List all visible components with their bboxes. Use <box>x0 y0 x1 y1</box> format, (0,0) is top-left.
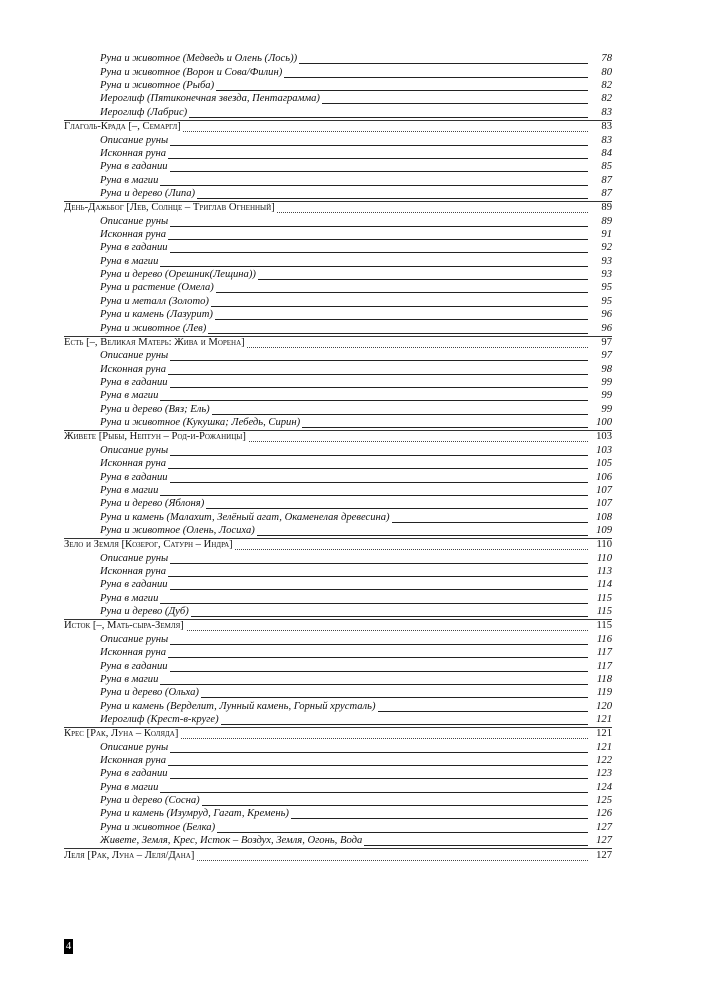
toc-entry-title: День-Дажьбог [Лев, Солнце – Триглав Огненный] <box>64 202 275 214</box>
toc-entry-title: Есть [–, Великая Матерь: Жива и Морена] <box>64 336 245 348</box>
toc-entry-page: 124 <box>596 781 612 793</box>
toc-entry-title: Описание руны <box>100 134 169 146</box>
toc-leader-line <box>100 765 588 766</box>
toc-entry-title: Иероглиф (Крест-в-круге) <box>100 713 219 725</box>
toc-entry-page: 109 <box>596 524 612 536</box>
toc-subentry[interactable] <box>64 835 612 848</box>
toc-entry-title: Исконная руна <box>100 566 166 578</box>
toc-leader-line <box>100 778 588 779</box>
toc-entry-page: 96 <box>601 309 612 321</box>
toc-entry-title: Руна и камень (Лазурит) <box>100 309 213 321</box>
toc-section-entry[interactable] <box>64 538 612 552</box>
toc-leader-line <box>100 792 588 793</box>
toc-entry-title: Руна в гадании <box>100 242 168 254</box>
toc-entry-page: 97 <box>601 350 612 362</box>
toc-entry-page: 105 <box>596 458 612 470</box>
toc-entry-page: 83 <box>601 106 612 118</box>
toc-leader-line <box>100 455 588 456</box>
toc-entry-page: 106 <box>596 471 612 483</box>
toc-entry-page: 125 <box>596 795 612 807</box>
toc-entry-title: Иероглиф (Лабрис) <box>100 106 188 118</box>
toc-subentry[interactable] <box>64 471 612 484</box>
toc-leader-line <box>100 589 588 590</box>
toc-entry-page: 98 <box>601 363 612 375</box>
toc-entry-page: 87 <box>601 174 612 186</box>
toc-entry-page: 93 <box>601 269 612 281</box>
toc-entry-title: Руна и животное (Лев) <box>100 322 207 334</box>
toc-entry-title: Руна в магии <box>100 174 159 186</box>
toc-subentry[interactable] <box>64 390 612 403</box>
toc-entry-title: Руна в магии <box>100 592 159 604</box>
toc-subentry[interactable] <box>64 229 612 242</box>
toc-subentry[interactable] <box>64 511 612 524</box>
toc-entry-title: Руна и животное (Белка) <box>100 821 216 833</box>
toc-entry-title: Руна в магии <box>100 781 159 793</box>
toc-leader-line <box>100 468 588 469</box>
toc-entry-title: Руна и растение (Омела) <box>100 282 214 294</box>
toc-subentry[interactable] <box>64 106 612 119</box>
toc-leader-line <box>100 171 588 172</box>
toc-subentry[interactable] <box>64 66 612 79</box>
toc-subentry[interactable] <box>64 269 612 282</box>
toc-entry-page: 120 <box>596 700 612 712</box>
toc-leader-line <box>100 482 588 483</box>
toc-subentry[interactable] <box>64 417 612 430</box>
toc-entry-title: Руна в гадании <box>100 579 168 591</box>
toc-entry-title: Руна и камень (Малахит, Зелёный агат, Окаменелая древесина) <box>100 511 390 523</box>
toc-entry-page: 100 <box>596 417 612 429</box>
toc-entry-page: 99 <box>601 403 612 415</box>
toc-entry-title: Руна и камень (Изумруд, Гагат, Кремень) <box>100 808 289 820</box>
toc-entry-page: 82 <box>601 93 612 105</box>
toc-entry-page: 91 <box>601 229 612 241</box>
toc-entry-page: 121 <box>596 728 612 740</box>
toc-entry-title: Описание руны <box>100 741 169 753</box>
toc-subentry[interactable] <box>64 808 612 821</box>
toc-subentry[interactable] <box>64 377 612 390</box>
toc-entry-title: Описание руны <box>100 215 169 227</box>
toc-subentry[interactable] <box>64 660 612 673</box>
toc-section-entry[interactable] <box>64 120 612 134</box>
toc-entry-title: Руна и дерево (Сосна) <box>100 795 200 807</box>
toc-subentry[interactable] <box>64 781 612 794</box>
toc-entry-page: 78 <box>601 53 612 65</box>
toc-leader-line <box>100 387 588 388</box>
toc-entry-title: Руна в гадании <box>100 376 168 388</box>
toc-entry-page: 92 <box>601 242 612 254</box>
toc-entry-title: Исконная руна <box>100 229 166 241</box>
toc-leader-line <box>100 374 588 375</box>
table-of-contents <box>64 53 612 863</box>
toc-entry-page: 108 <box>596 511 612 523</box>
toc-entry-title: Руна и животное (Олень, Лосиха) <box>100 524 255 536</box>
toc-entry-title: Описание руны <box>100 444 169 456</box>
toc-entry-page: 117 <box>596 660 612 672</box>
toc-entry-page: 84 <box>601 147 612 159</box>
toc-subentry[interactable] <box>64 579 612 592</box>
toc-entry-page: 115 <box>596 606 612 618</box>
toc-entry-page: 114 <box>596 579 612 591</box>
toc-entry-page: 115 <box>596 620 612 632</box>
toc-subentry[interactable] <box>64 188 612 201</box>
toc-entry-page: 123 <box>596 768 612 780</box>
toc-entry-title: Руна и животное (Медведь и Олень (Лось)) <box>100 53 298 65</box>
toc-subentry[interactable] <box>64 606 612 619</box>
toc-leader-line <box>100 158 588 159</box>
toc-subentry[interactable] <box>64 821 612 834</box>
toc-entry-page: 127 <box>596 835 612 847</box>
toc-entry-title: Живете [Рыбы, Нептун – Род-и-Рожаницы] <box>64 431 246 443</box>
toc-subentry[interactable] <box>64 403 612 416</box>
toc-subentry[interactable] <box>64 674 612 687</box>
toc-entry-title: Леля [Рак, Луна – Леля/Дана] <box>64 849 195 861</box>
toc-entry-page: 83 <box>601 134 612 146</box>
toc-entry-page: 93 <box>601 255 612 267</box>
toc-subentry[interactable] <box>64 714 612 727</box>
toc-entry-title: Руна и животное (Ворон и Сова/Филин) <box>100 66 283 78</box>
toc-entry-title: Исконная руна <box>100 363 166 375</box>
toc-subentry[interactable] <box>64 444 612 457</box>
toc-entry-page: 83 <box>601 121 612 133</box>
toc-entry-title: Руна и дерево (Ольха) <box>100 687 199 699</box>
toc-subentry[interactable] <box>64 566 612 579</box>
toc-entry-page: 110 <box>596 552 612 564</box>
toc-entry-title: Зело и Земля [Козерог, Сатурн – Индра] <box>64 539 233 551</box>
toc-section-entry[interactable] <box>64 848 612 862</box>
toc-leader-line <box>100 226 588 227</box>
toc-entry-page: 107 <box>596 484 612 496</box>
toc-subentry[interactable] <box>64 295 612 308</box>
toc-entry-page: 95 <box>601 282 612 294</box>
toc-section-entry[interactable] <box>64 727 612 741</box>
toc-leader-line <box>100 266 588 267</box>
toc-entry-title: Руна в гадании <box>100 471 168 483</box>
toc-section-entry[interactable] <box>64 430 612 444</box>
toc-section-entry[interactable] <box>64 336 612 350</box>
toc-leader-line <box>100 644 588 645</box>
toc-entry-page: 99 <box>601 376 612 388</box>
toc-entry-title: Руна и камень (Верделит, Лунный камень, Горный хрусталь) <box>100 700 376 712</box>
toc-entry-page: 117 <box>596 647 612 659</box>
toc-entry-title: Руна в гадании <box>100 768 168 780</box>
toc-subentry[interactable] <box>64 485 612 498</box>
toc-entry-title: Руна в гадании <box>100 161 168 173</box>
toc-entry-title: Руна и животное (Рыба) <box>100 80 215 92</box>
toc-entry-page: 89 <box>601 215 612 227</box>
toc-leader-line <box>100 239 588 240</box>
page-number: 4 <box>65 940 72 952</box>
toc-entry-page: 110 <box>596 539 612 551</box>
toc-entry-page: 119 <box>596 687 612 699</box>
toc-entry-title: Исконная руна <box>100 755 166 767</box>
toc-leader-line <box>100 563 588 564</box>
toc-entry-title: Руна и дерево (Липа) <box>100 187 196 199</box>
toc-entry-title: Исконная руна <box>100 647 166 659</box>
toc-entry-title: Руна и животное (Кукушка; Лебедь, Сирин) <box>100 417 301 429</box>
toc-subentry[interactable] <box>64 80 612 93</box>
toc-entry-title: Описание руны <box>100 350 169 362</box>
toc-entry-title: Глаголь-Крада [–, Семаргл] <box>64 121 181 133</box>
toc-entry-page: 121 <box>596 741 612 753</box>
toc-entry-title: Руна и металл (Золото) <box>100 295 209 307</box>
toc-subentry[interactable] <box>64 161 612 174</box>
toc-entry-title: Руна и дерево (Дуб) <box>100 606 189 618</box>
toc-subentry[interactable] <box>64 215 612 228</box>
toc-entry-page: 127 <box>596 821 612 833</box>
toc-entry-title: Описание руны <box>100 633 169 645</box>
toc-entry-title: Руна в магии <box>100 673 159 685</box>
toc-leader-line <box>100 603 588 604</box>
toc-subentry[interactable] <box>64 498 612 511</box>
toc-entry-page: 89 <box>601 202 612 214</box>
toc-subentry[interactable] <box>64 148 612 161</box>
toc-entry-page: 126 <box>596 808 612 820</box>
toc-subentry[interactable] <box>64 741 612 754</box>
toc-entry-page: 115 <box>596 592 612 604</box>
toc-entry-page: 95 <box>601 295 612 307</box>
toc-entry-page: 127 <box>596 849 612 861</box>
toc-subentry[interactable] <box>64 768 612 781</box>
toc-entry-title: Крес [Рак, Луна – Коляда] <box>64 728 179 740</box>
toc-subentry[interactable] <box>64 755 612 768</box>
toc-entry-title: Исконная руна <box>100 147 166 159</box>
toc-entry-page: 103 <box>596 431 612 443</box>
toc-subentry[interactable] <box>64 458 612 471</box>
toc-subentry[interactable] <box>64 795 612 808</box>
toc-entry-title: Руна и дерево (Орешник(Лещина)) <box>100 269 256 281</box>
toc-subentry[interactable] <box>64 53 612 66</box>
toc-entry-page: 82 <box>601 80 612 92</box>
toc-leader-line <box>100 360 588 361</box>
toc-subentry[interactable] <box>64 93 612 106</box>
toc-subentry[interactable] <box>64 242 612 255</box>
toc-subentry[interactable] <box>64 363 612 376</box>
toc-entry-page: 99 <box>601 390 612 402</box>
toc-subentry[interactable] <box>64 525 612 538</box>
toc-leader-line <box>100 185 588 186</box>
toc-entry-page: 122 <box>596 755 612 767</box>
toc-entry-title: Исток [–, Мать-сыра-Земля] <box>64 620 184 632</box>
toc-subentry[interactable] <box>64 174 612 187</box>
toc-leader-line <box>100 252 588 253</box>
toc-subentry[interactable] <box>64 687 612 700</box>
toc-section-entry[interactable] <box>64 201 612 215</box>
toc-leader-line <box>100 400 588 401</box>
toc-section-entry[interactable] <box>64 619 612 633</box>
toc-leader-line <box>100 576 588 577</box>
toc-entry-page: 85 <box>601 161 612 173</box>
toc-subentry[interactable] <box>64 647 612 660</box>
toc-entry-page: 121 <box>596 713 612 725</box>
toc-subentry[interactable] <box>64 350 612 363</box>
toc-entry-page: 103 <box>596 444 612 456</box>
toc-subentry[interactable] <box>64 633 612 646</box>
toc-entry-page: 113 <box>596 566 612 578</box>
toc-entry-title: Живете, Земля, Крес, Исток – Воздух, Земля, Огонь, Вода <box>100 835 363 847</box>
toc-entry-page: 87 <box>601 187 612 199</box>
toc-subentry[interactable] <box>64 322 612 335</box>
toc-entry-page: 96 <box>601 322 612 334</box>
toc-leader-line <box>100 145 588 146</box>
toc-leader-line <box>100 671 588 672</box>
toc-entry-title: Руна в магии <box>100 255 159 267</box>
toc-entry-page: 116 <box>596 633 612 645</box>
toc-leader-line <box>100 657 588 658</box>
toc-subentry[interactable] <box>64 552 612 565</box>
toc-entry-title: Руна в гадании <box>100 660 168 672</box>
toc-leader-line <box>100 495 588 496</box>
toc-subentry[interactable] <box>64 134 612 147</box>
toc-entry-title: Исконная руна <box>100 458 166 470</box>
toc-entry-title: Руна в магии <box>100 390 159 402</box>
toc-entry-page: 97 <box>601 336 612 348</box>
toc-leader-line <box>100 684 588 685</box>
toc-entry-page: 80 <box>601 66 612 78</box>
toc-entry-title: Иероглиф (Пятиконечная звезда, Пентаграмма) <box>100 93 320 105</box>
toc-entry-page: 118 <box>596 673 612 685</box>
toc-subentry[interactable] <box>64 592 612 605</box>
toc-subentry[interactable] <box>64 309 612 322</box>
toc-leader-line <box>100 752 588 753</box>
toc-subentry[interactable] <box>64 255 612 268</box>
toc-entry-title: Руна в магии <box>100 484 159 496</box>
toc-subentry[interactable] <box>64 282 612 295</box>
toc-entry-title: Руна и дерево (Вяз; Ель) <box>100 403 210 415</box>
toc-entry-title: Описание руны <box>100 552 169 564</box>
toc-subentry[interactable] <box>64 700 612 713</box>
toc-entry-title: Руна и дерево (Яблоня) <box>100 498 205 510</box>
toc-entry-page: 107 <box>596 498 612 510</box>
